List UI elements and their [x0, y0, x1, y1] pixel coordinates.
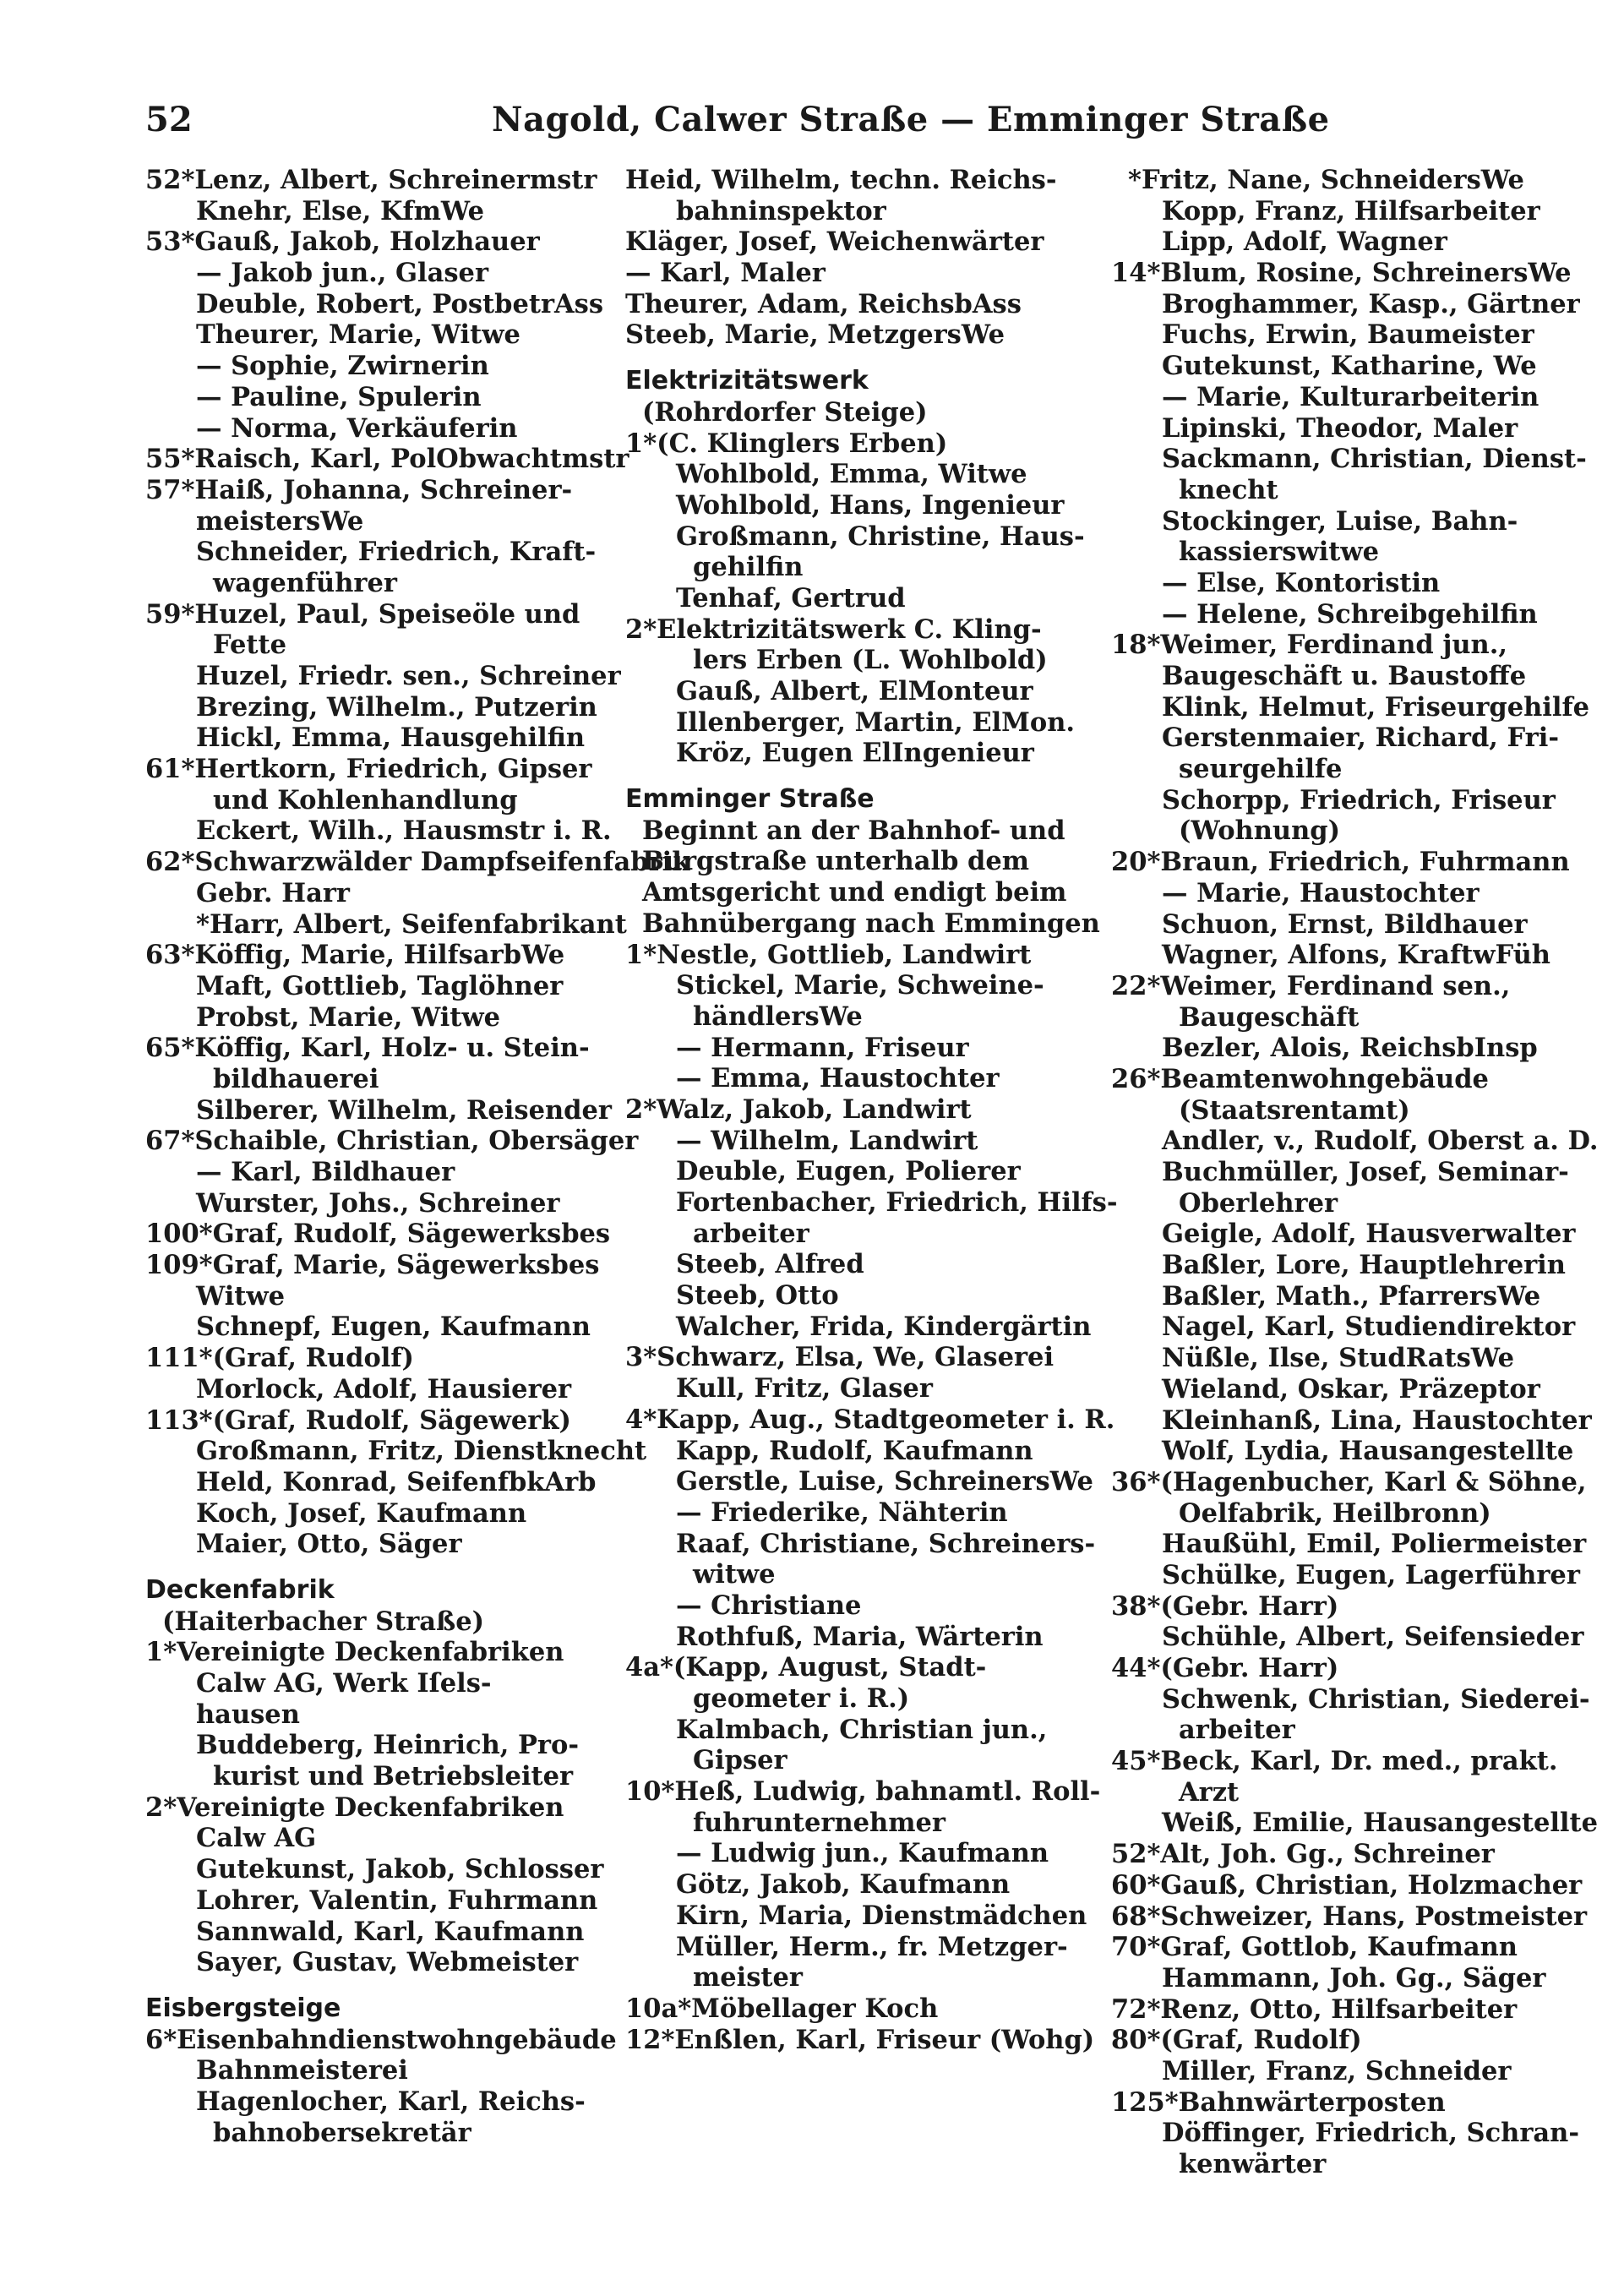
directory-entry: witwe: [693, 1559, 776, 1590]
directory-entry: Schühle, Albert, Seifensieder: [1162, 1622, 1584, 1653]
directory-entry: Koch, Josef, Kaufmann: [196, 1497, 527, 1529]
directory-entry: Wohlbold, Hans, Ingenieur: [676, 489, 1065, 521]
directory-entry: 20*Braun, Friedrich, Fuhrmann: [1111, 847, 1570, 878]
directory-entry: 113*(Graf, Rudolf, Sägewerk): [145, 1404, 571, 1436]
directory-entry: Schülke, Eugen, Lagerführer: [1162, 1559, 1580, 1590]
directory-entry: *Fritz, Nane, SchneidersWe: [1128, 165, 1524, 195]
directory-entry: Illenberger, Martin, ElMon.: [676, 706, 1076, 738]
directory-entry: Schorpp, Friedrich, Friseur: [1162, 784, 1556, 815]
directory-entry: (Haiterbacher Straße): [162, 1606, 485, 1637]
directory-entry: Schnepf, Eugen, Kaufmann: [196, 1312, 591, 1343]
directory-entry: händlersWe: [693, 1001, 863, 1032]
directory-entry: Nüßle, Ilse, StudRatsWe: [1162, 1343, 1514, 1374]
directory-entry: Kopp, Franz, Hilfsarbeiter: [1162, 195, 1540, 226]
directory-entry: bahninspektor: [676, 195, 886, 226]
directory-entry: 45*Beck, Karl, Dr. med., prakt.: [1111, 1746, 1558, 1777]
directory-entry: Sayer, Gustav, Webmeister: [196, 1947, 579, 1978]
directory-entry: Kalmbach, Christian jun.,: [676, 1714, 1048, 1745]
directory-entry: 2*Vereinigte Deckenfabriken: [145, 1792, 564, 1823]
directory-entry: Maft, Gottlieb, Taglöhner: [196, 970, 564, 1001]
directory-entry: 125*Bahnwärterposten: [1111, 2086, 1446, 2118]
directory-entry: Stockinger, Luise, Bahn-: [1162, 505, 1518, 537]
directory-entry: bildhauerei: [213, 1063, 379, 1094]
directory-entry: Sackmann, Christian, Dienst-: [1162, 444, 1587, 475]
directory-entry: Geigle, Adolf, Hausverwalter: [1162, 1219, 1576, 1250]
directory-entry: Bahnübergang nach Emmingen: [642, 908, 1100, 939]
directory-entry: — Karl, Bildhauer: [196, 1157, 455, 1187]
directory-entry: meistersWe: [196, 505, 364, 537]
directory-entry: 6*Eisenbahndienstwohngebäude: [145, 2024, 617, 2055]
directory-entry: 53*Gauß, Jakob, Holzhauer: [145, 226, 540, 258]
directory-entry: — Else, Kontoristin: [1162, 567, 1441, 598]
directory-entry: kenwärter: [1179, 2149, 1327, 2179]
directory-entry: — Pauline, Spulerin: [196, 381, 482, 412]
directory-entry: 100*Graf, Rudolf, Sägewerksbes: [145, 1219, 611, 1250]
section-heading: Eisbergsteige: [145, 1993, 341, 2023]
directory-entry: 61*Hertkorn, Friedrich, Gipser: [145, 754, 592, 785]
column-left: [145, 165, 690, 2148]
directory-entry: 10*Heß, Ludwig, bahnamtl. Roll-: [625, 1776, 1101, 1808]
directory-entry: 12*Enßlen, Karl, Friseur (Wohg): [625, 2024, 1095, 2055]
directory-entry: Buddeberg, Heinrich, Pro-: [196, 1730, 580, 1761]
directory-entry: Kapp, Rudolf, Kaufmann: [676, 1435, 1033, 1466]
directory-entry: — Christiane: [676, 1590, 862, 1621]
directory-entry: arbeiter: [1179, 1715, 1295, 1746]
directory-entry: Deuble, Eugen, Polierer: [676, 1156, 1021, 1187]
directory-entry: Theurer, Adam, ReichsbAss: [625, 288, 1022, 319]
directory-entry: 44*(Gebr. Harr): [1111, 1653, 1339, 1683]
directory-entry: 70*Graf, Gottlob, Kaufmann: [1111, 1932, 1518, 1963]
directory-entry: — Hermann, Friseur: [676, 1032, 969, 1063]
directory-entry: Sannwald, Karl, Kaufmann: [196, 1916, 585, 1947]
directory-entry: Witwe: [196, 1280, 286, 1312]
directory-entry: 52*Alt, Joh. Gg., Schreiner: [1111, 1839, 1495, 1870]
directory-entry: Lohrer, Valentin, Fuhrmann: [196, 1884, 598, 1916]
directory-entry: Gebr. Harr: [196, 877, 351, 908]
directory-entry: Arzt: [1179, 1776, 1240, 1808]
directory-entry: Schuon, Ernst, Bildhauer: [1162, 908, 1528, 940]
directory-entry: 80*(Graf, Rudolf): [1111, 2025, 1362, 2056]
directory-entry: 36*(Hagenbucher, Karl & Söhne,: [1111, 1466, 1587, 1497]
directory-entry: — Ludwig jun., Kaufmann: [676, 1838, 1049, 1869]
directory-entry: Lipinski, Theodor, Maler: [1162, 412, 1518, 444]
directory-entry: Calw AG, Werk Iſels-: [196, 1668, 492, 1699]
directory-entry: 22*Weimer, Ferdinand sen.,: [1111, 970, 1511, 1001]
directory-entry: 65*Köffig, Karl, Holz- u. Stein-: [145, 1033, 590, 1064]
directory-entry: arbeiter: [693, 1218, 809, 1249]
directory-entry: Hammann, Joh. Gg., Säger: [1162, 1962, 1546, 1993]
directory-entry: — Friederike, Nähterin: [676, 1497, 1008, 1528]
directory-entry: Fortenbacher, Friedrich, Hilfs-: [676, 1187, 1118, 1218]
directory-entry: Döffinger, Friedrich, Schran-: [1162, 2118, 1579, 2149]
directory-entry: Großmann, Christine, Haus-: [676, 521, 1085, 552]
directory-entry: Deuble, Robert, PostbetrAss: [196, 288, 604, 319]
directory-entry: Brezing, Wilhelm., Putzerin: [196, 691, 597, 723]
directory-entry: knecht: [1179, 474, 1278, 505]
directory-entry: 111*(Graf, Rudolf): [145, 1343, 414, 1374]
section-heading: Emminger Straße: [625, 784, 875, 815]
directory-entry: Oberlehrer: [1179, 1187, 1338, 1219]
directory-entry: 1*(C. Klinglers Erben): [625, 428, 948, 459]
directory-entry: Kull, Fritz, Glaser: [676, 1373, 933, 1404]
directory-entry: Tenhaf, Gertrud: [676, 582, 906, 614]
directory-entry: 10a*Möbellager Koch: [625, 1993, 939, 2024]
directory-entry: Wolf, Lydia, Hausangestellte: [1162, 1436, 1574, 1467]
directory-entry: 57*Haiß, Johanna, Schreiner-: [145, 474, 573, 505]
directory-entry: Großmann, Fritz, Dienstknecht: [196, 1436, 647, 1467]
directory-entry: Probst, Marie, Witwe: [196, 1001, 501, 1033]
directory-entry: Wurster, Johs., Schreiner: [196, 1187, 560, 1219]
directory-entry: 1*Nestle, Gottlieb, Landwirt: [625, 939, 1032, 970]
directory-entry: (Rohrdorfer Steige): [642, 396, 928, 428]
directory-entry: Heid, Wilhelm, techn. Reichs-: [625, 165, 1057, 195]
directory-entry: 59*Huzel, Paul, Speiseöle und: [145, 598, 580, 630]
directory-entry: Morlock, Adolf, Hausierer: [196, 1373, 572, 1404]
directory-entry: Fuchs, Erwin, Baumeister: [1162, 319, 1534, 351]
directory-entry: Maier, Otto, Säger: [196, 1529, 462, 1560]
directory-entry: 62*Schwarzwälder Dampfseifenfabrik: [145, 847, 690, 878]
directory-entry: Steeb, Alfred: [676, 1249, 864, 1280]
directory-entry: 1*Vereinigte Deckenfabriken: [145, 1637, 564, 1668]
directory-entry: Burgstraße unterhalb dem: [642, 846, 1030, 877]
directory-entry: und Kohlenhandlung: [213, 784, 518, 815]
directory-entry: — Norma, Verkäuferin: [196, 412, 518, 444]
directory-entry: Rothfuß, Maria, Wärterin: [676, 1621, 1044, 1652]
directory-entry: Bezler, Alois, ReichsbInsp: [1162, 1033, 1538, 1064]
directory-entry: 2*Elektrizitätswerk C. Kling-: [625, 614, 1042, 645]
directory-entry: Silberer, Wilhelm, Reisender: [196, 1094, 612, 1126]
directory-entry: Hagenlocher, Karl, Reichs-: [196, 2086, 586, 2117]
directory-entry: Gipser: [693, 1745, 787, 1776]
directory-entry: wagenführer: [213, 567, 397, 598]
directory-entry: geometer i. R.): [693, 1683, 910, 1714]
directory-entry: 60*Gauß, Christian, Holzmacher: [1111, 1869, 1583, 1901]
directory-entry: Buchmüller, Josef, Seminar-: [1162, 1157, 1569, 1187]
directory-entry: *Harr, Albert, Seifenfabrikant: [196, 908, 627, 940]
directory-entry: seurgehilfe: [1179, 754, 1343, 785]
directory-entry: lers Erben (L. Wohlbold): [693, 645, 1048, 676]
directory-entry: — Jakob jun., Glaser: [196, 258, 489, 289]
directory-entry: Fette: [213, 630, 286, 661]
directory-entry: gehilfin: [693, 552, 804, 583]
directory-entry: — Marie, Haustochter: [1162, 877, 1480, 908]
directory-entry: Götz, Jakob, Kaufmann: [676, 1869, 1011, 1901]
directory-entry: 4*Kapp, Aug., Stadtgeometer i. R.: [625, 1404, 1115, 1435]
directory-entry: Miller, Franz, Schneider: [1162, 2055, 1512, 2086]
section-heading: Elektrizitätswerk: [625, 366, 869, 396]
directory-entry: 55*Raisch, Karl, PolObwachtmstr: [145, 444, 629, 475]
directory-entry: Theurer, Marie, Witwe: [196, 319, 520, 351]
column-middle: [625, 165, 1118, 2055]
directory-entry: Gutekunst, Katharine, We: [1162, 351, 1537, 382]
directory-entry: bahnobersekretär: [213, 2117, 471, 2148]
directory-entry: hausen: [196, 1699, 300, 1730]
directory-entry: 3*Schwarz, Elsa, We, Glaserei: [625, 1342, 1055, 1373]
directory-entry: 14*Blum, Rosine, SchreinersWe: [1111, 258, 1572, 289]
directory-entry: Oelfabrik, Heilbronn): [1179, 1497, 1491, 1529]
directory-entry: Hickl, Emma, Hausgehilfin: [196, 723, 586, 754]
directory-entry: Calw AG: [196, 1823, 317, 1854]
directory-entry: kassierswitwe: [1179, 537, 1380, 568]
directory-entry: Amtsgericht und endigt beim: [642, 877, 1067, 908]
directory-entry: Raaf, Christiane, Schreiners-: [676, 1528, 1096, 1559]
directory-entry: Lipp, Adolf, Wagner: [1162, 226, 1447, 258]
directory-entry: Weiß, Emilie, Hausangestellte: [1162, 1808, 1599, 1839]
directory-entry: Wohlbold, Emma, Witwe: [676, 459, 1027, 490]
directory-entry: Eckert, Wilh., Hausmstr i. R.: [196, 815, 612, 847]
directory-entry: Nagel, Karl, Studiendirektor: [1162, 1312, 1576, 1343]
directory-entry: Baugeschäft u. Baustoffe: [1162, 661, 1527, 691]
directory-entry: Schwenk, Christian, Siederei-: [1162, 1683, 1590, 1715]
directory-entry: Müller, Herm., fr. Metzger-: [676, 1931, 1068, 1962]
directory-entry: kurist und Betriebsleiter: [213, 1761, 574, 1792]
directory-entry: Stickel, Marie, Schweine-: [676, 970, 1044, 1001]
directory-entry: — Wilhelm, Landwirt: [676, 1125, 978, 1156]
directory-entry: Broghammer, Kasp., Gärtner: [1162, 288, 1580, 319]
directory-entry: Bahnmeisterei: [196, 2055, 408, 2086]
directory-entry: — Sophie, Zwirnerin: [196, 351, 489, 382]
directory-entry: 4a*(Kapp, August, Stadt-: [625, 1652, 987, 1683]
directory-entry: Huzel, Friedr. sen., Schreiner: [196, 661, 621, 691]
running-title: Nagold, Calwer Straße — Emminger Straße: [492, 100, 1330, 139]
section-heading: Deckenfabrik: [145, 1574, 335, 1605]
directory-entry: Gauß, Albert, ElMonteur: [676, 676, 1033, 706]
directory-entry: Andler, v., Rudolf, Oberst a. D.: [1162, 1126, 1599, 1157]
directory-entry: Baßler, Math., PfarrersWe: [1162, 1280, 1541, 1312]
directory-entry: 38*(Gebr. Harr): [1111, 1590, 1339, 1622]
directory-entry: (Staatsrentamt): [1179, 1094, 1410, 1126]
directory-entry: Baßler, Lore, Hauptlehrerin: [1162, 1250, 1566, 1281]
directory-entry: Gerstle, Luise, SchreinersWe: [676, 1466, 1093, 1497]
directory-entry: Klink, Helmut, Friseurgehilfe: [1162, 691, 1590, 723]
directory-entry: 67*Schaible, Christian, Obersäger: [145, 1126, 639, 1157]
directory-entry: 18*Weimer, Ferdinand jun.,: [1111, 630, 1507, 661]
directory-entry: Wieland, Oskar, Präzeptor: [1162, 1373, 1540, 1404]
directory-entry: fuhrunternehmer: [693, 1807, 946, 1838]
column-right: [1111, 165, 1618, 2180]
directory-entry: Steeb, Otto: [676, 1280, 839, 1312]
directory-entry: Kleinhanß, Lina, Haustochter: [1162, 1404, 1592, 1436]
directory-entry: Gerstenmaier, Richard, Fri-: [1162, 723, 1559, 754]
directory-entry: — Karl, Maler: [625, 258, 826, 289]
directory-entry: 63*Köffig, Marie, HilfsarbWe: [145, 940, 565, 971]
directory-entry: 109*Graf, Marie, Sägewerksbes: [145, 1250, 600, 1281]
directory-entry: Wagner, Alfons, KraftwFüh: [1162, 940, 1550, 971]
directory-entry: 2*Walz, Jakob, Landwirt: [625, 1093, 972, 1125]
directory-entry: Kirn, Maria, Dienstmädchen: [676, 1900, 1087, 1931]
page-number: 52: [145, 100, 193, 139]
directory-entry: 68*Schweizer, Hans, Postmeister: [1111, 1901, 1588, 1932]
directory-entry: Walcher, Frida, Kindergärtin: [676, 1311, 1092, 1342]
page-header: [145, 100, 1330, 150]
directory-entry: Baugeschäft: [1179, 1001, 1360, 1033]
directory-entry: Beginnt an der Bahnhof- und: [642, 815, 1065, 846]
directory-entry: Kläger, Josef, Weichenwärter: [625, 226, 1044, 258]
directory-entry: 52*Lenz, Albert, Schreinermstr: [145, 165, 597, 195]
directory-entry: Held, Konrad, SeifenfbkArb: [196, 1466, 597, 1497]
directory-entry: 26*Beamtenwohngebäude: [1111, 1063, 1489, 1094]
directory-entry: meister: [693, 1962, 803, 1993]
directory-entry: (Wohnung): [1179, 815, 1340, 847]
directory-entry: Kröz, Eugen ElIngenieur: [676, 738, 1034, 769]
directory-entry: Schneider, Friedrich, Kraft-: [196, 537, 597, 568]
directory-entry: Gutekunst, Jakob, Schlosser: [196, 1854, 604, 1885]
directory-entry: — Marie, Kulturarbeiterin: [1162, 381, 1540, 412]
directory-entry: Haußühl, Emil, Poliermeister: [1162, 1529, 1587, 1560]
directory-entry: 72*Renz, Otto, Hilfsarbeiter: [1111, 1993, 1518, 2025]
directory-entry: Knehr, Else, KfmWe: [196, 195, 485, 226]
directory-entry: Steeb, Marie, MetzgersWe: [625, 319, 1005, 351]
directory-entry: — Helene, Schreibgehilfin: [1162, 598, 1538, 630]
directory-entry: — Emma, Haustochter: [676, 1063, 1000, 1094]
